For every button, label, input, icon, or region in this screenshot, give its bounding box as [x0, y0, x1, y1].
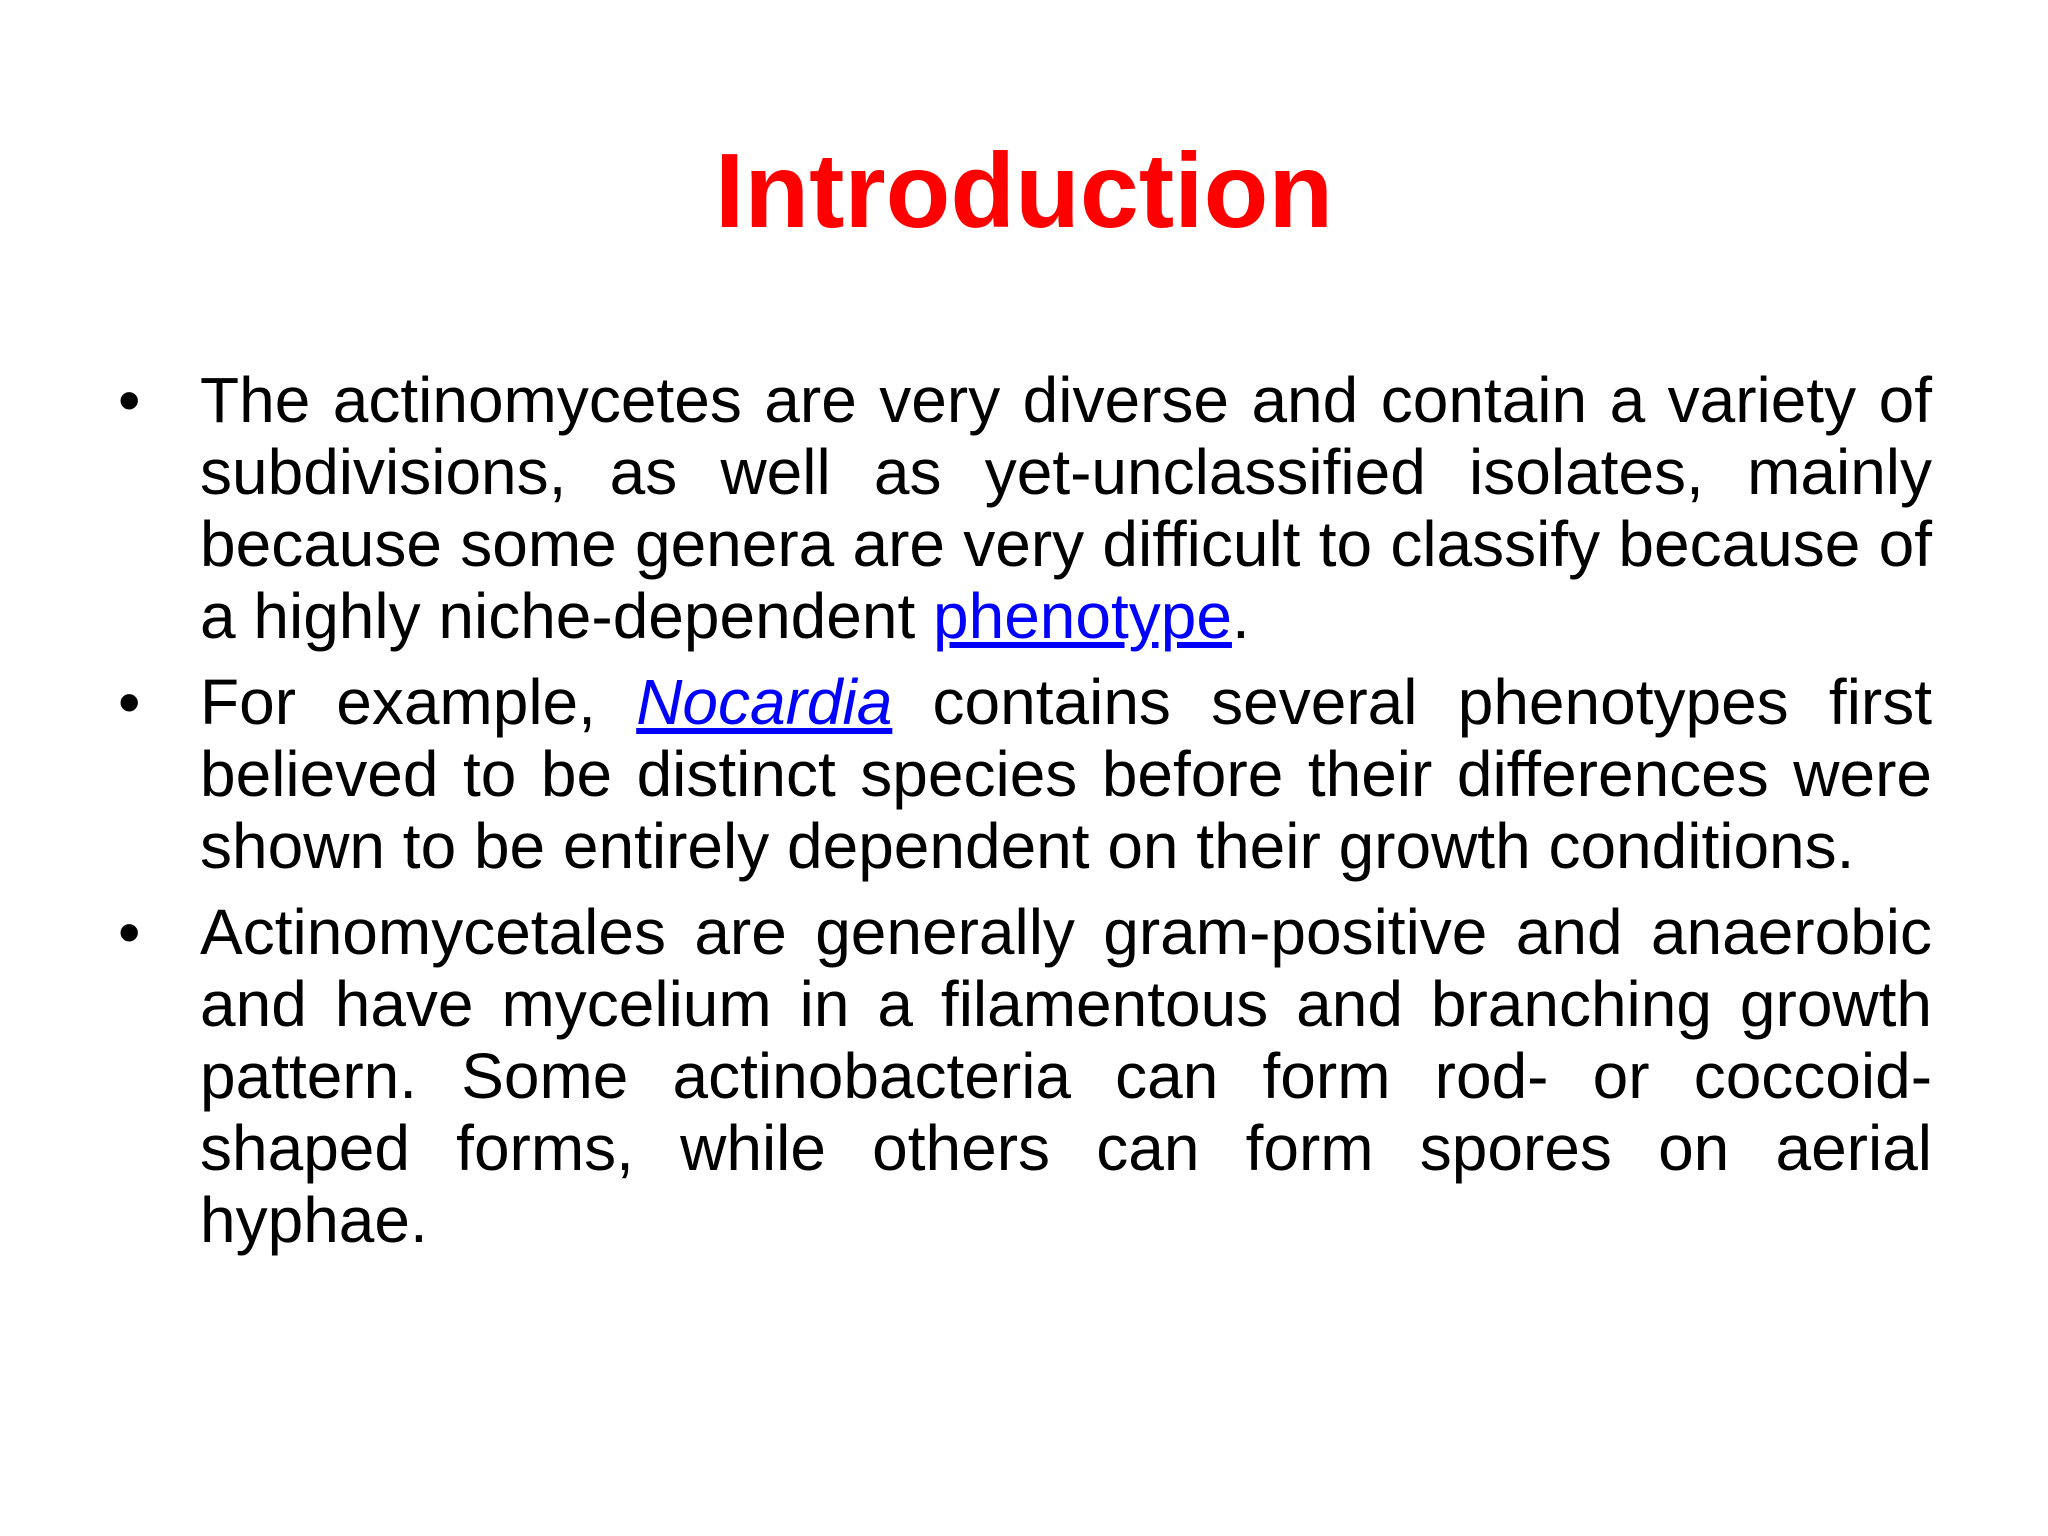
- bullet-1-text: The actinomycetes are very diverse and contain a variety of subdivisions, as well as yet-unclassified isolates, mainly because some genera are very difficult to classify because of a highly niche-dependent: [200, 364, 1932, 652]
- slide-title: Introduction: [714, 132, 1334, 250]
- bullet-2-text-start: For example,: [200, 666, 637, 738]
- phenotype-link[interactable]: phenotype: [933, 580, 1232, 652]
- bullet-item-2: [118, 666, 1933, 882]
- bullet-dot-icon: •: [118, 896, 141, 968]
- bullet-dot-icon: •: [118, 364, 141, 436]
- bullet-item-1: [118, 364, 1932, 652]
- bullet-2-text-end: contains several phenotypes first believed to be distinct species before their differences were shown to be entirely dependent on their growth conditions.: [200, 666, 1933, 882]
- nocardia-link[interactable]: Nocardia: [636, 666, 893, 738]
- bullet-3-text: Actinomycetales are generally gram-positive and anaerobic and have mycelium in a filamentous and branching growth pattern. Some actinobacteria can form rod- or coccoid-shaped forms, while others can form spores on aerial hyphae.: [200, 896, 1932, 1256]
- bullet-1-end: .: [1231, 580, 1250, 652]
- bullet-item-3: [118, 896, 1932, 1256]
- bullet-dot-icon: •: [118, 666, 141, 738]
- bullet-list: [118, 364, 1933, 1270]
